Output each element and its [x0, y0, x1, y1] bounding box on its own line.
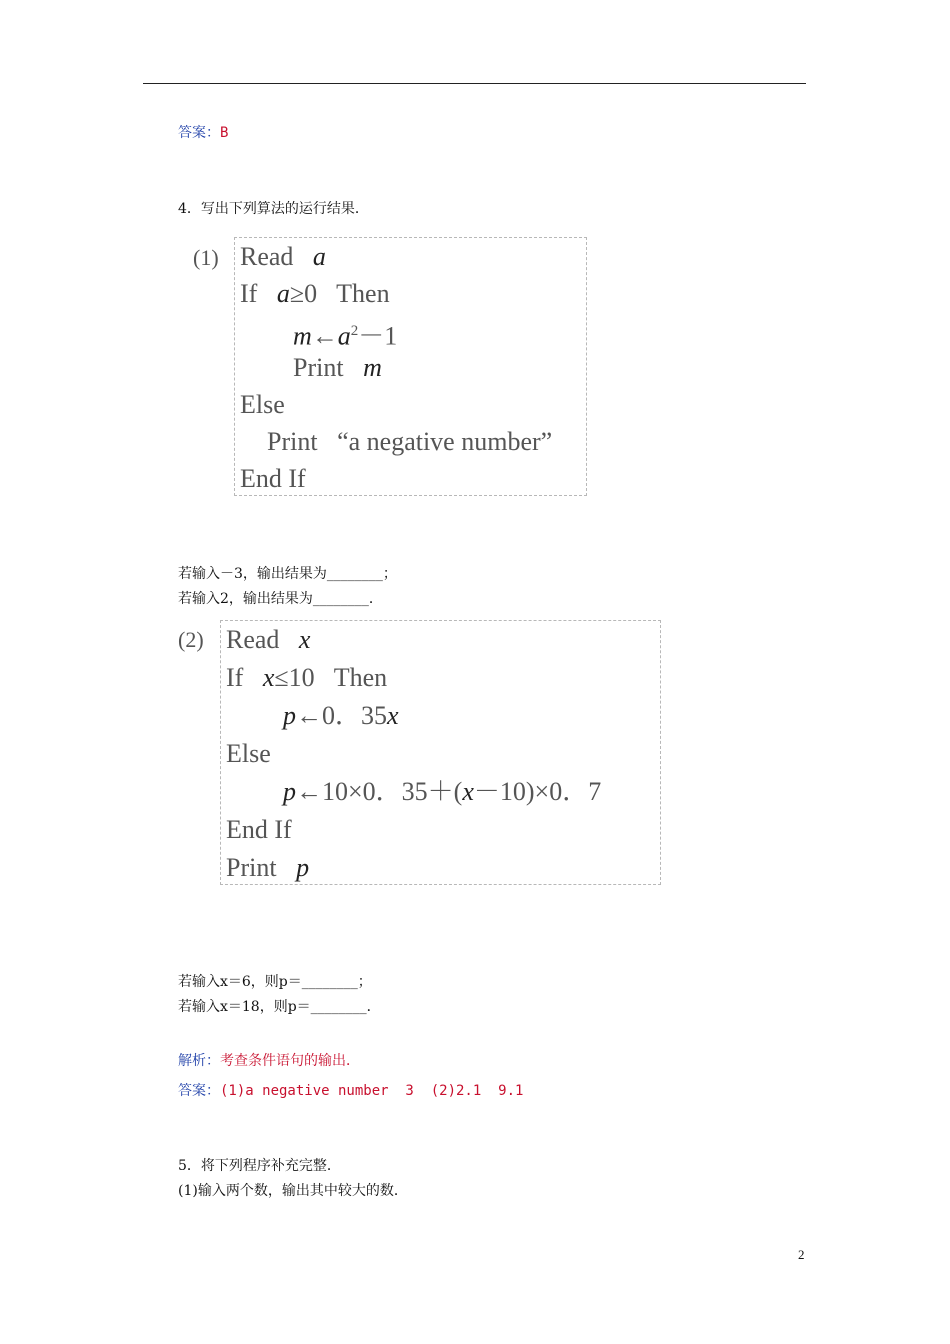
program-2-print: Print p — [226, 853, 310, 882]
analysis-label: 解析： — [178, 1053, 220, 1069]
answer-value: B — [220, 125, 229, 141]
answer-line — [178, 124, 228, 142]
program-2-assign-2: p←10×0．35＋(x－10)×0．7 — [283, 777, 602, 806]
program-1-label: (1) — [193, 245, 219, 270]
program-1-if: If a≥0 Then — [240, 279, 390, 308]
answer-2-label: 答案： — [178, 1083, 220, 1099]
answer-2-line — [178, 1082, 523, 1100]
program-2-if: If x≤10 Then — [226, 663, 388, 692]
program-1-else: Else — [240, 390, 285, 419]
program-1-read: Read a — [240, 242, 326, 271]
program-2-else: Else — [226, 739, 271, 768]
page-number: 2 — [798, 1247, 805, 1262]
blank-line-4: 若输入x＝18，则p＝________． — [178, 999, 381, 1015]
analysis-text: 考查条件语句的输出． — [220, 1053, 360, 1069]
program-1-endif: End If — [240, 464, 306, 493]
program-1-print-m: Print m — [293, 353, 382, 382]
program-1-print-string: Print “a negative number” — [267, 427, 553, 456]
program-2-endif: End If — [226, 815, 292, 844]
answer-2-value: (1)a negative number 3 (2)2.1 9.1 — [220, 1083, 524, 1099]
program-2-label: (2) — [178, 627, 204, 652]
analysis-line — [178, 1052, 360, 1070]
question-5-sub: (1)输入两个数，输出其中较大的数． — [178, 1183, 408, 1199]
blank-line-3: 若输入x＝6，则p＝________； — [178, 974, 372, 990]
blank-line-2: 若输入2，输出结果为________． — [178, 591, 383, 607]
question-4-title: 4．写出下列算法的运行结果． — [178, 201, 369, 217]
question-5-title: 5．将下列程序补充完整． — [178, 1158, 341, 1174]
program-2-assign-1: p←0．35x — [283, 701, 399, 730]
program-1-box — [234, 237, 587, 496]
header-rule — [143, 83, 806, 84]
program-2-read: Read x — [226, 625, 311, 654]
blank-line-1: 若输入－3，输出结果为________； — [178, 566, 397, 582]
program-1-assign: $m\leftarrow a^2-1$ — [293, 321, 398, 351]
answer-label: 答案： — [178, 125, 220, 141]
program-2-box — [220, 620, 661, 885]
